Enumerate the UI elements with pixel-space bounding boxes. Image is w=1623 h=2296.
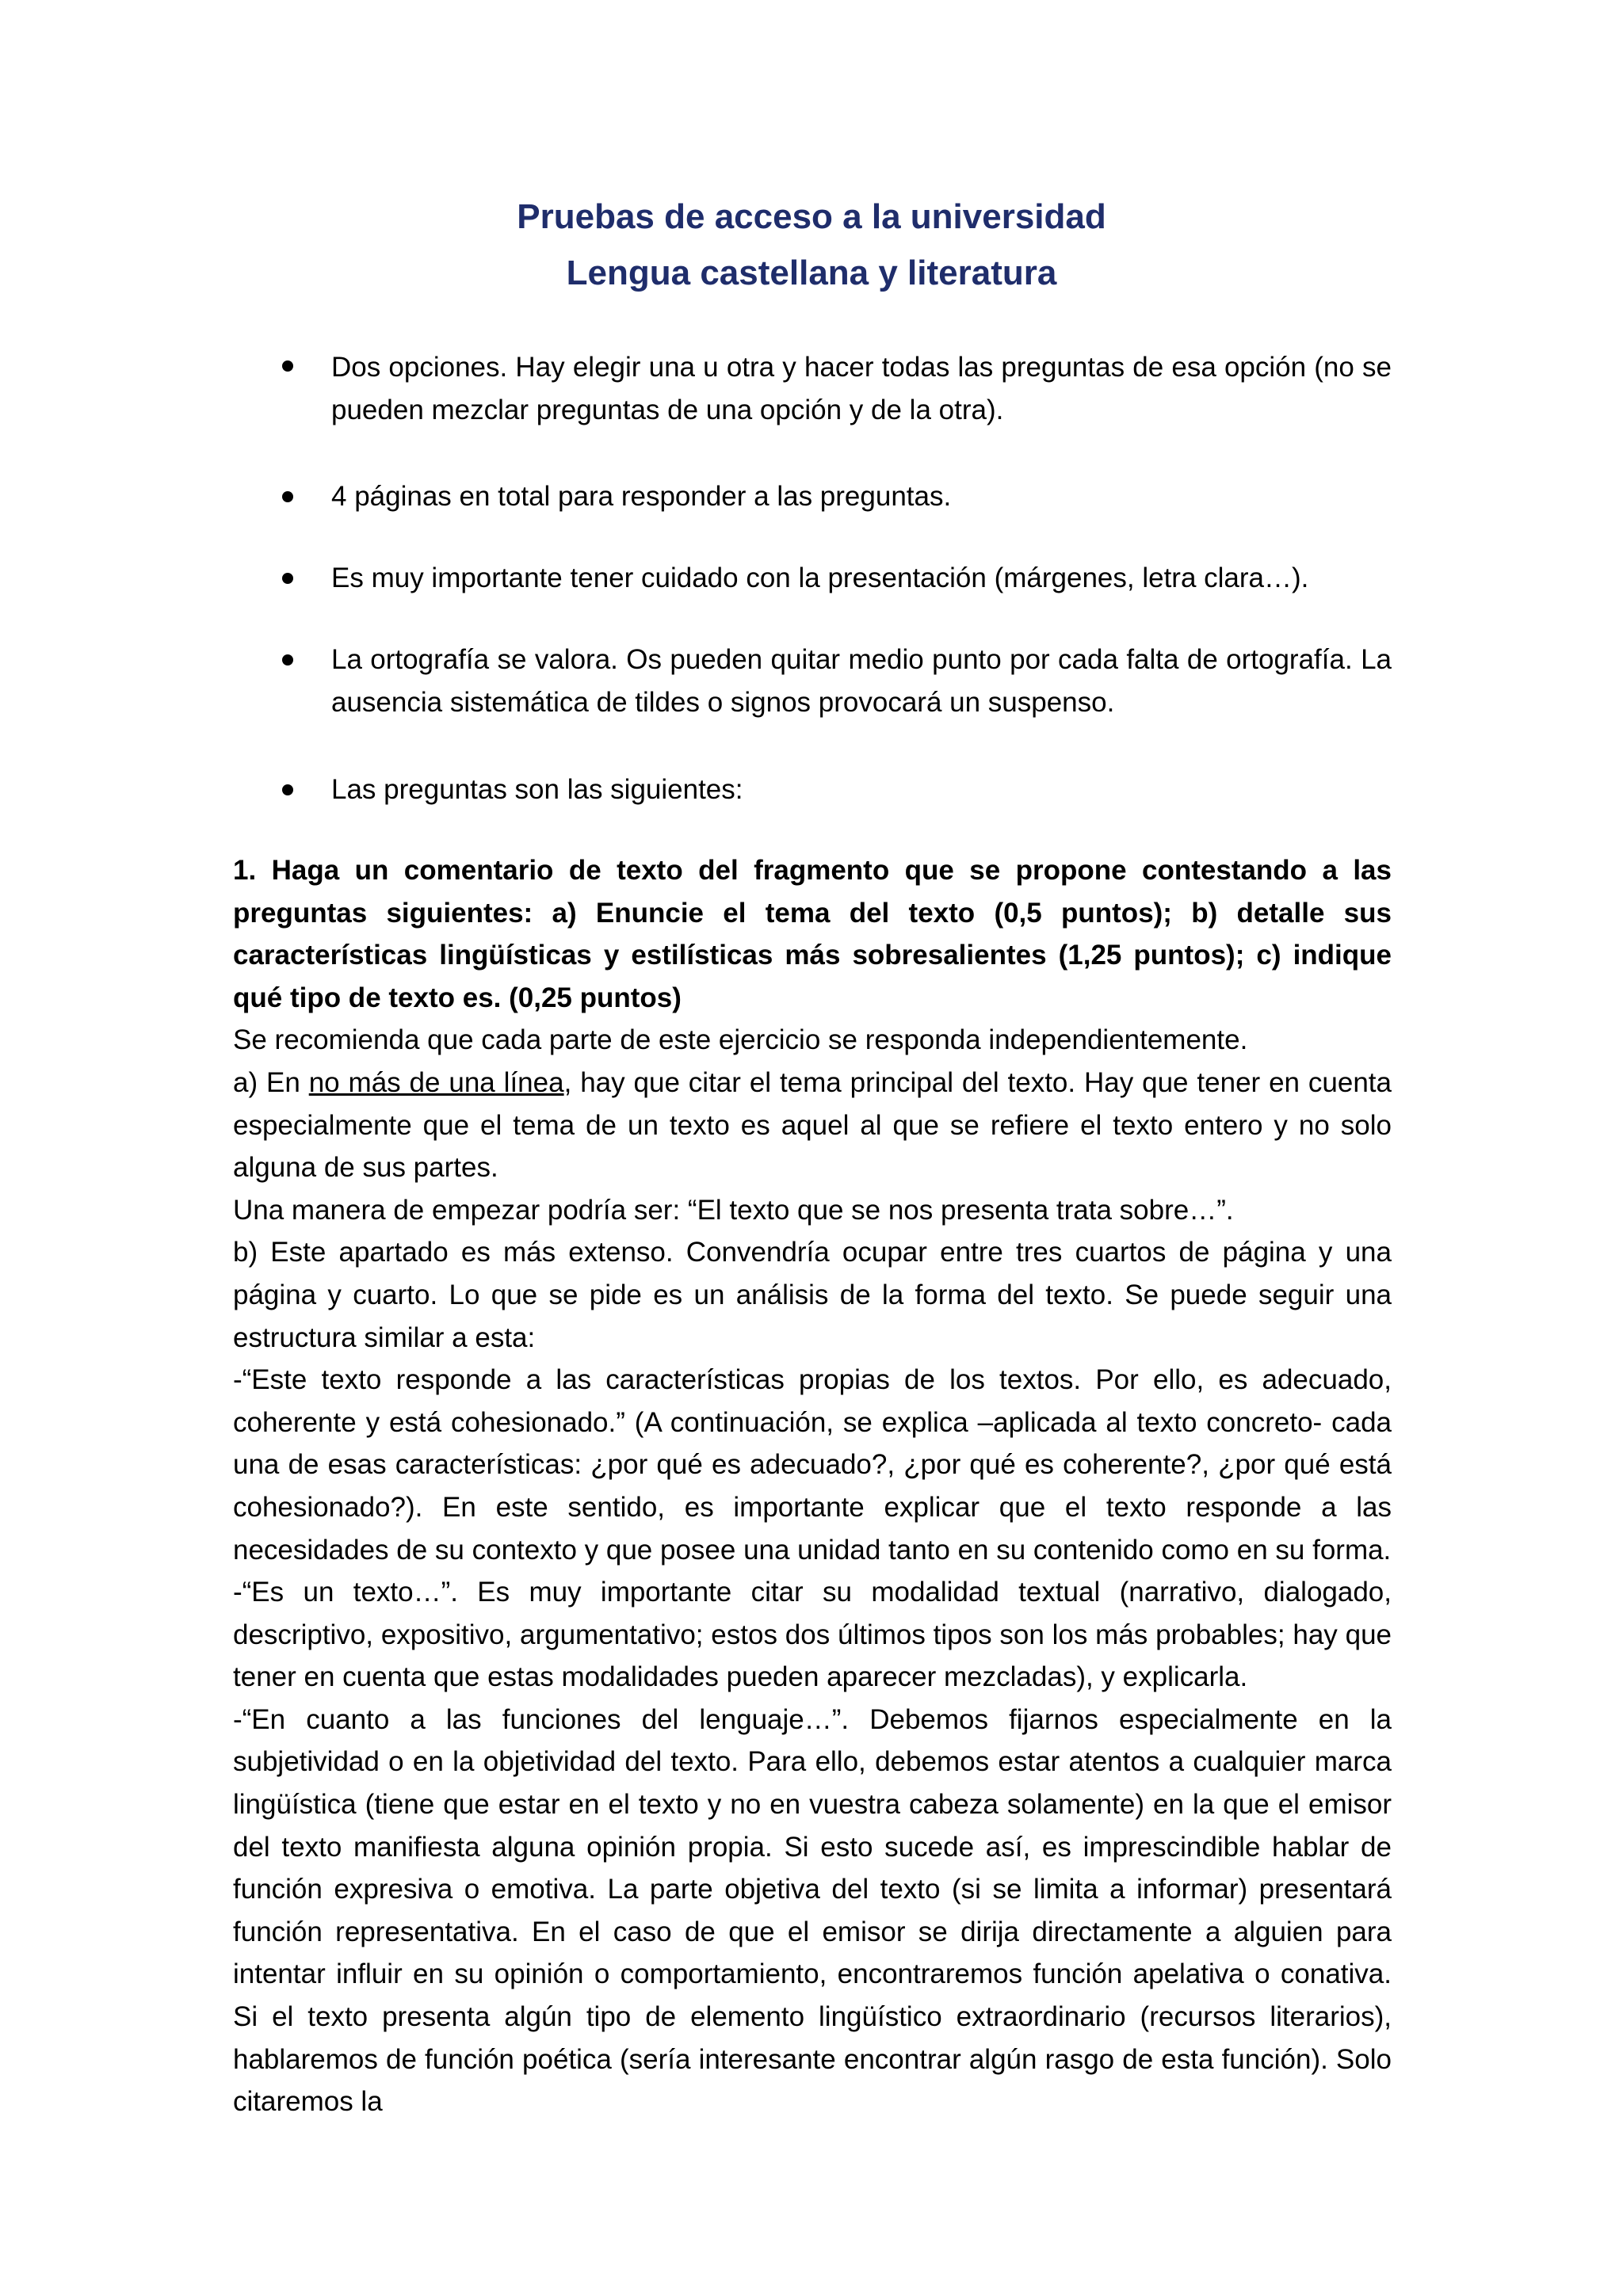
part-a-underlined-phrase: no más de una línea xyxy=(308,1066,564,1098)
bullet-icon xyxy=(282,654,293,666)
bullet-icon xyxy=(282,784,293,795)
bullet-item-options: Dos opciones. Hay elegir una u otra y hacer todas las preguntas de esa opción (no se pueden mezclar preguntas de una opción y de la otra). xyxy=(331,352,1392,425)
start-suggestion-paragraph: Una manera de empezar podría ser: “El texto que se nos presenta trata sobre…”. xyxy=(233,1194,1234,1226)
question-1-section xyxy=(233,849,1392,2123)
part-a-paragraph xyxy=(233,1062,1392,1189)
part-a-prefix: a) En xyxy=(233,1066,309,1098)
properties-item-paragraph: -“Este texto responde a las características propias de los textos. Por ello, es adecuado, coherente y está cohesionado.” (A continuación, se explica –aplicada al texto concreto- cada una de esas características: ¿por qué es adecuado?, ¿por qué es coherente?, ¿por qué está cohesionado?). En este sentido, es importante explicar que el texto responde a las necesidades de su contexto y que posee una unidad tanto en su contenido como en su forma. xyxy=(233,1364,1392,1566)
title-line-2: Lengua castellana y literatura xyxy=(566,254,1057,292)
modality-item-paragraph: -“Es un texto…”. Es muy importante citar su modalidad textual (narrativo, dialogado, descriptivo, expositivo, argumentativo; estos dos últimos tipos son los más probables; hay que tener en cuenta que estas modalidades pueden aparecer mezcladas), y explicarla. xyxy=(233,1577,1392,1693)
question-1-heading: 1. Haga un comentario de texto del fragmento que se propone contestando a las preguntas siguientes: a) Enuncie el tema del texto (0,5 puntos); b) detalle sus características lingüísticas y estilísticas más sobresalientes (1,25 puntos); c) indique qué tipo de texto es. (0,25 puntos) xyxy=(233,855,1392,1013)
bullet-item-spelling: La ortografía se valora. Os pueden quitar medio punto por cada falta de ortografía. La ausencia sistemática de tildes o signos provocará un suspenso. xyxy=(331,644,1392,718)
bullet-item-questions: Las preguntas son las siguientes: xyxy=(331,774,743,805)
bullet-item-pages: 4 páginas en total para responder a las preguntas. xyxy=(331,481,952,512)
title-line-1: Pruebas de acceso a la universidad xyxy=(517,197,1106,236)
page-title xyxy=(0,189,1623,301)
bullet-icon xyxy=(282,491,293,502)
part-b-paragraph: b) Este apartado es más extenso. Convendría ocupar entre tres cuartos de página y una página y cuarto. Lo que se pide es un análisis de la forma del texto. Se puede seguir una estructura similar a esta: xyxy=(233,1237,1392,1353)
bullet-item-presentation: Es muy importante tener cuidado con la presentación (márgenes, letra clara…). xyxy=(331,563,1309,593)
functions-item-paragraph: -“En cuanto a las funciones del lenguaje…”. Debemos fijarnos especialmente en la subjetividad o en la objetividad del texto. Para ello, debemos estar atentos a cualquier marca lingüística (tiene que estar en el texto y no en vuestra cabeza solamente) en la que el emisor del texto manifiesta alguna opinión propia. Si esto sucede así, es imprescindible hablar de función expresiva o emotiva. La parte objetiva del texto (si se limita a informar) presentará función representativa. En el caso de que el emisor se dirija directamente a alguien para intentar influir en su opinión o comportamiento, encontraremos función apelativa o conativa. Si el texto presenta algún tipo de elemento lingüístico extraordinario (recursos literarios), hablaremos de función poética (sería interesante encontrar algún rasgo de esta función). Solo citaremos la xyxy=(233,1703,1392,2118)
bullet-icon xyxy=(282,360,293,372)
recommendation-paragraph: Se recomienda que cada parte de este ejercicio se responda independientemente. xyxy=(233,1024,1248,1056)
bullet-icon xyxy=(282,573,293,584)
part-a-rest: , hay que citar el tema principal del texto. Hay que tener en cuenta especialmente que el tema de un texto es aquel al que se refiere el texto entero y no solo alguna de sus partes. xyxy=(233,1066,1392,1184)
